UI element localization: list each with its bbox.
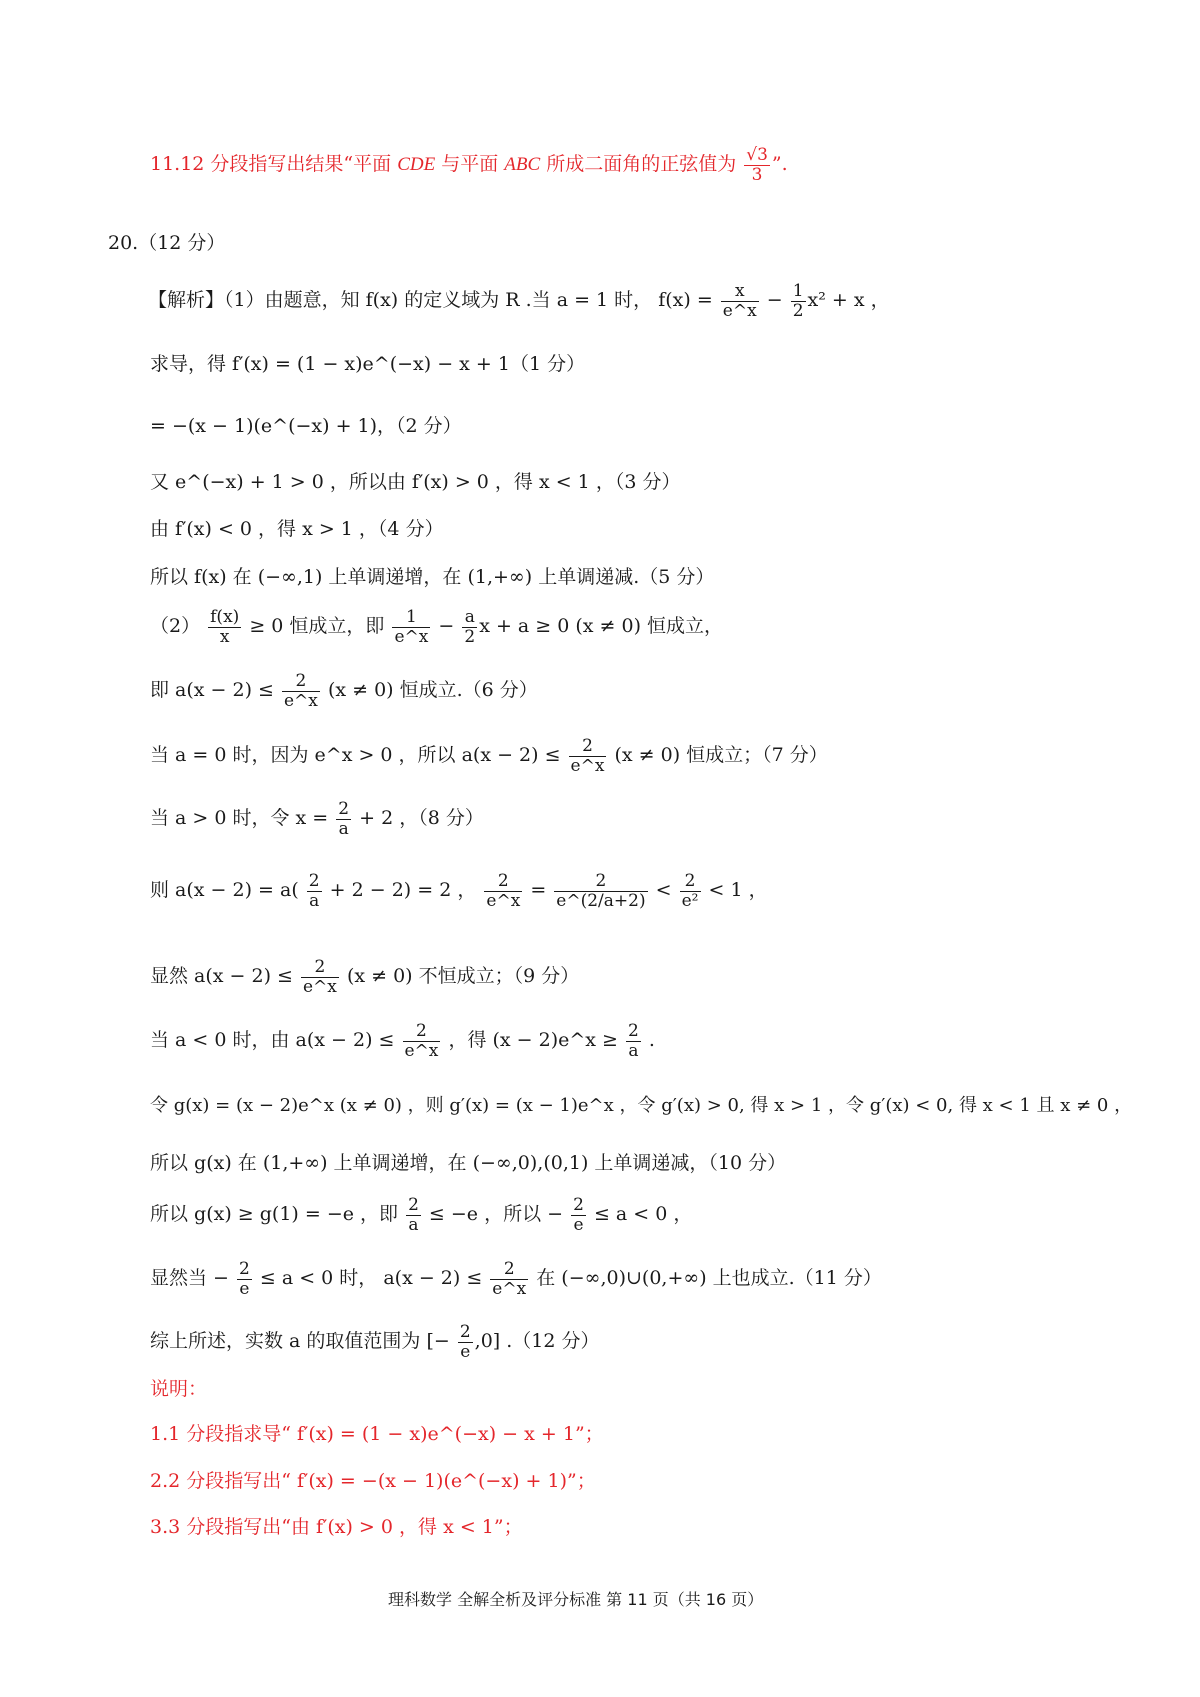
l17-text-2: ≤ a < 0 时， a(x − 2) ≤ — [253, 1267, 489, 1290]
note-3: 3.3 分段指写出“由 f′(x) > 0 ，得 x < 1”； — [150, 1516, 523, 1538]
l18-text-1: 综上所述，实数 a 的取值范围为 [− — [150, 1330, 450, 1353]
solution-line-9 — [150, 737, 828, 775]
frac-num: f(x) — [210, 607, 240, 627]
frac-num: 2 — [484, 872, 522, 892]
solution-line-11 — [150, 872, 768, 910]
frac-den: e^x — [486, 890, 521, 911]
frac-den: a — [408, 1214, 419, 1235]
frac-num: 2 — [628, 1021, 639, 1041]
frac-den: e^x — [394, 626, 429, 647]
frac-den: 3 — [751, 164, 763, 185]
l1-frac-1 — [721, 282, 759, 320]
frac-den: e^x — [570, 755, 605, 776]
l16-text-3: ≤ a < 0 ， — [587, 1203, 693, 1226]
frac-den: e^(2/a+2) — [556, 890, 646, 911]
l11-text-3: < 1 ， — [702, 879, 768, 902]
l8-text-1: 即 a(x − 2) ≤ — [150, 679, 280, 702]
note-11-mid: 与平面 — [435, 153, 505, 176]
note-2: 2.2 分段指写出“ f′(x) = −(x − 1)(e^(−x) + 1)”； — [150, 1470, 596, 1492]
frac-num: 2 — [573, 1195, 584, 1215]
l18-text-2: ,0] .（12 分） — [474, 1330, 600, 1353]
frac-num: 2 — [569, 737, 607, 757]
solution-line-4: 又 e^(−x) + 1 > 0 ，所以由 f′(x) > 0 ，得 x < 1 ，（3 分） — [150, 471, 681, 493]
l9-text-2: (x ≠ 0) 恒成立；（7 分） — [608, 744, 828, 767]
l12-text-1: 显然 a(x − 2) ≤ — [150, 965, 299, 988]
frac-num: 2 — [301, 958, 339, 978]
l1-f: f(x) = — [652, 289, 719, 312]
solution-line-14: 令 g(x) = (x − 2)e^x (x ≠ 0) ，则 g′(x) = (x − 1)e^x ，令 g′(x) > 0, 得 x > 1 ，令 g′(x) < 0, 得 x < 1 且 x ≠ 0 ， — [150, 1095, 1133, 1116]
fraction-sqrt3-over-3 — [744, 146, 770, 184]
l7-frac-2 — [392, 608, 430, 646]
l11-eq: = — [524, 879, 553, 902]
l17-frac-1 — [237, 1260, 252, 1298]
solution-line-1 — [148, 282, 890, 320]
l17-text-3: 在 (−∞,0)∪(0,+∞) 上也成立.（11 分） — [530, 1267, 882, 1290]
frac-num: 1 — [392, 608, 430, 628]
l12-text-2: (x ≠ 0) 不恒成立；（9 分） — [340, 965, 580, 988]
l17-text-1: 显然当 − — [150, 1267, 229, 1290]
l7-minus: − — [432, 615, 461, 638]
solution-line-2: 求导，得 f′(x) = (1 − x)e^(−x) − x + 1（1 分） — [150, 353, 586, 375]
solution-line-13 — [150, 1022, 655, 1060]
l7-frac-1 — [208, 608, 241, 646]
frac-num: a — [462, 608, 477, 628]
l11-text-1: 则 a(x − 2) = a( — [150, 879, 299, 902]
frac-den: a — [628, 1040, 639, 1061]
frac-num: √3 — [746, 145, 768, 165]
frac-num: 2 — [459, 1322, 471, 1342]
frac-num: 1 — [792, 281, 804, 301]
note-11-end: ”. — [771, 153, 788, 176]
frac-num: 2 — [408, 1195, 419, 1215]
note-1: 1.1 分段指求导“ f′(x) = (1 − x)e^(−x) − x + 1”； — [150, 1423, 604, 1445]
l13-text-2: ，得 (x − 2)e^x ≥ — [442, 1029, 624, 1052]
l11-lt: < — [649, 879, 678, 902]
l8-text-2: (x ≠ 0) 恒成立.（6 分） — [321, 679, 538, 702]
l7-text-2: x + a ≥ 0 (x ≠ 0) 恒成立， — [479, 615, 724, 638]
frac-den: e^x — [722, 300, 757, 321]
l16-frac-2 — [571, 1196, 586, 1234]
solution-line-12 — [150, 958, 579, 996]
solution-line-8 — [150, 672, 538, 710]
solution-line-6: 所以 f(x) 在 (−∞,1) 上单调递增，在 (1,+∞) 上单调递减.（5 分） — [150, 566, 715, 588]
note-11 — [150, 146, 788, 184]
note-11-suffix: 所成二面角的正弦值为 — [540, 153, 737, 176]
question-header: 20.（12 分） — [108, 232, 226, 254]
frac-den: a — [309, 890, 320, 911]
solution-line-7 — [150, 608, 723, 646]
l13-text-1: 当 a < 0 时，由 a(x − 2) ≤ — [150, 1029, 401, 1052]
l10-frac — [336, 800, 351, 838]
l11-frac-4 — [680, 872, 701, 910]
solution-line-5: 由 f′(x) < 0 ，得 x > 1 ，（4 分） — [150, 518, 444, 540]
frac-den: 2 — [464, 626, 476, 647]
frac-num: 2 — [338, 799, 350, 819]
l1-tail: x² + x ， — [807, 289, 890, 312]
solution-line-17 — [150, 1260, 882, 1298]
l16-text-1: 所以 g(x) ≥ g(1) = −e ，即 — [150, 1203, 405, 1226]
l13-frac-2 — [626, 1022, 641, 1060]
l7-label: （2） — [150, 615, 201, 638]
l10-text-2: + 2 ，（8 分） — [353, 807, 484, 830]
frac-den: e — [239, 1278, 250, 1299]
frac-den: e² — [681, 890, 699, 911]
plane-abc: ABC — [504, 154, 541, 176]
frac-num: 2 — [554, 872, 647, 892]
l9-frac — [569, 737, 607, 775]
l18-frac — [458, 1323, 473, 1361]
frac-den: x — [219, 626, 230, 647]
l8-frac — [282, 672, 320, 710]
l13-frac-1 — [403, 1022, 441, 1060]
frac-den: e — [460, 1341, 471, 1362]
l1-frac-2 — [791, 282, 806, 320]
solution-line-16 — [150, 1196, 692, 1234]
notes-title: 说明： — [150, 1378, 208, 1400]
page-footer: 理科数学 全解全析及评分标准 第 11 页（共 16 页） — [388, 1590, 764, 1609]
solution-line-18 — [150, 1323, 600, 1361]
l7-frac-3 — [462, 608, 477, 646]
l13-end: . — [642, 1029, 655, 1052]
plane-cde: CDE — [397, 154, 436, 176]
frac-num: 2 — [282, 672, 320, 692]
frac-den: e^x — [284, 690, 318, 711]
frac-num: 2 — [403, 1022, 441, 1042]
frac-num: x — [721, 282, 759, 302]
l10-text-1: 当 a > 0 时，令 x = — [150, 807, 335, 830]
frac-den: a — [338, 818, 349, 839]
l1-text: 【解析】（1）由题意，知 f(x) 的定义域为 R .当 a = 1 时， — [148, 289, 653, 312]
l7-text-1: ≥ 0 恒成立，即 — [243, 615, 391, 638]
l17-frac-2 — [490, 1260, 528, 1298]
solution-line-15: 所以 g(x) 在 (1,+∞) 上单调递增，在 (−∞,0),(0,1) 上单调递减，（10 分） — [150, 1152, 787, 1174]
l11-frac-2 — [484, 872, 522, 910]
frac-num: 2 — [239, 1259, 250, 1279]
l11-text-2: + 2 − 2) = 2 ， — [323, 879, 477, 902]
frac-den: e^x — [492, 1278, 527, 1299]
solution-line-10 — [150, 800, 484, 838]
frac-den: e^x — [303, 976, 337, 997]
l16-frac-1 — [406, 1196, 421, 1234]
frac-den: 2 — [792, 300, 804, 321]
frac-num: 2 — [490, 1260, 528, 1280]
l11-frac-1 — [307, 872, 322, 910]
l9-text-1: 当 a = 0 时，因为 e^x > 0 ，所以 a(x − 2) ≤ — [150, 744, 567, 767]
frac-den: e — [573, 1214, 584, 1235]
l1-minus: − — [760, 289, 789, 312]
solution-line-3: = −(x − 1)(e^(−x) + 1)，（2 分） — [150, 415, 462, 437]
l16-text-2: ≤ −e ，所以 − — [422, 1203, 564, 1226]
frac-den: e^x — [404, 1040, 439, 1061]
frac-num: 2 — [308, 871, 320, 891]
frac-num: 2 — [680, 872, 701, 892]
l12-frac — [301, 958, 339, 996]
note-11-prefix: 11.12 分段指写出结果“平面 — [150, 153, 398, 176]
l11-frac-3 — [554, 872, 647, 910]
